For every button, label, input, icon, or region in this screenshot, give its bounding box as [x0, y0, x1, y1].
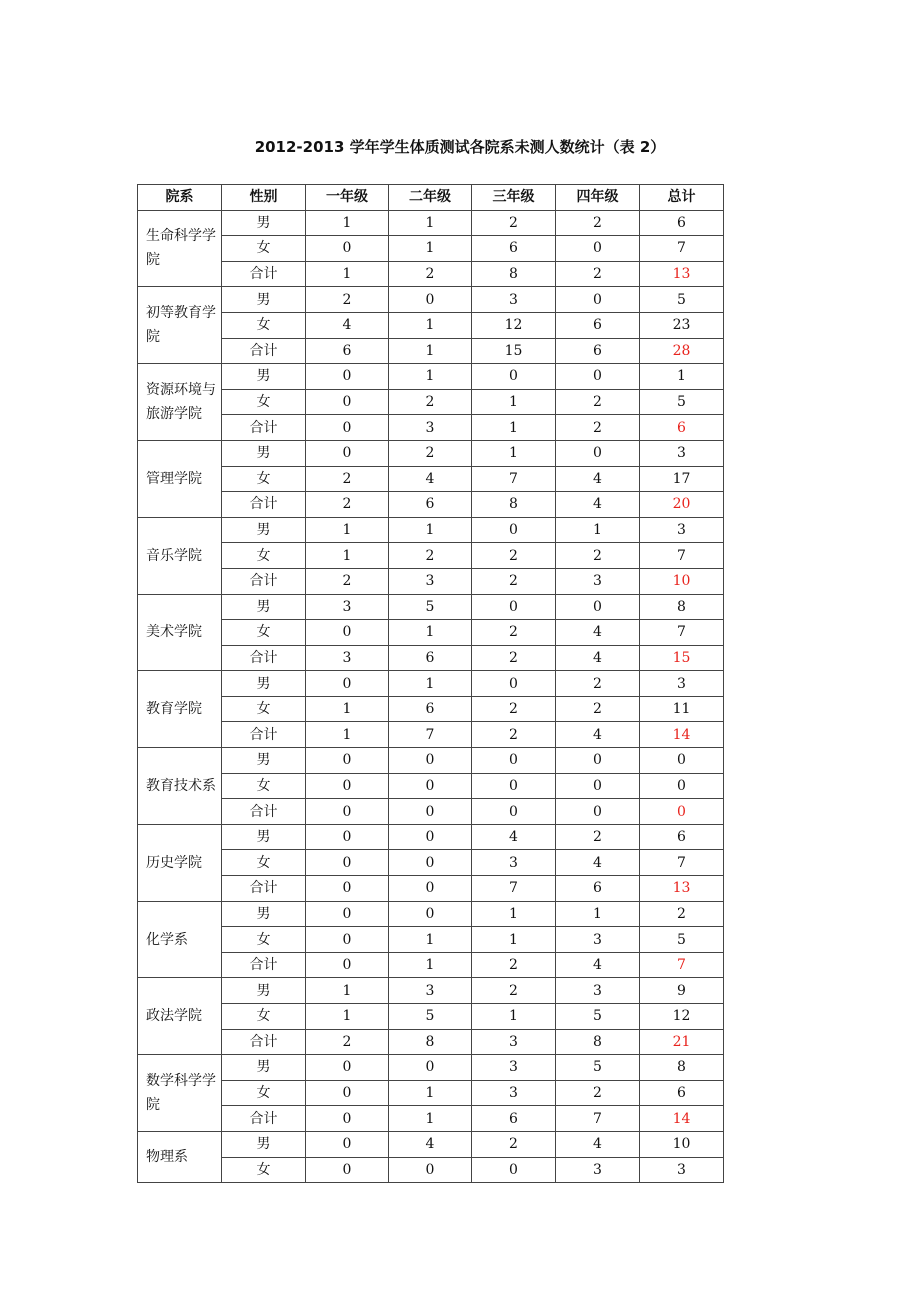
- grade-3-cell: 1: [472, 415, 556, 441]
- table-row: [138, 645, 724, 671]
- grade-1-cell: 0: [306, 671, 389, 697]
- table-row: [138, 799, 724, 825]
- table-row: [138, 312, 724, 338]
- gender-cell: 合计: [222, 1029, 306, 1055]
- grade-3-cell: 0: [472, 748, 556, 774]
- grade-4-cell: 4: [556, 1131, 640, 1157]
- department-name: 初等教育学院: [138, 287, 222, 364]
- grade-2-cell: 0: [389, 850, 472, 876]
- total-cell: 6: [640, 415, 724, 441]
- total-cell: 17: [640, 466, 724, 492]
- grade-4-cell: 2: [556, 824, 640, 850]
- grade-3-cell: 6: [472, 1106, 556, 1132]
- table-row: [138, 748, 724, 774]
- grade-3-cell: 3: [472, 1055, 556, 1081]
- grade-4-cell: 8: [556, 1029, 640, 1055]
- grade-2-cell: 1: [389, 671, 472, 697]
- gender-cell: 男: [222, 287, 306, 313]
- grade-3-cell: 2: [472, 978, 556, 1004]
- table-row: [138, 696, 724, 722]
- table-header-row: [138, 185, 724, 211]
- total-cell: 13: [640, 876, 724, 902]
- total-cell: 0: [640, 748, 724, 774]
- total-cell: 6: [640, 210, 724, 236]
- table-row: [138, 338, 724, 364]
- table-row: [138, 927, 724, 953]
- grade-3-cell: 1: [472, 927, 556, 953]
- table-body: [138, 210, 724, 1183]
- grade-1-cell: 1: [306, 543, 389, 569]
- grade-3-cell: 0: [472, 517, 556, 543]
- grade-4-cell: 4: [556, 620, 640, 646]
- gender-cell: 女: [222, 773, 306, 799]
- grade-3-cell: 7: [472, 876, 556, 902]
- grade-4-cell: 5: [556, 1004, 640, 1030]
- department-name: 资源环境与旅游学院: [138, 364, 222, 441]
- grade-2-cell: 6: [389, 696, 472, 722]
- grade-4-cell: 4: [556, 850, 640, 876]
- gender-cell: 男: [222, 440, 306, 466]
- grade-1-cell: 0: [306, 901, 389, 927]
- header-total: 总计: [640, 185, 724, 211]
- grade-3-cell: 2: [472, 696, 556, 722]
- table-row: [138, 1055, 724, 1081]
- total-cell: 10: [640, 1131, 724, 1157]
- gender-cell: 女: [222, 1157, 306, 1183]
- total-cell: 5: [640, 389, 724, 415]
- table-row: [138, 620, 724, 646]
- grade-1-cell: 0: [306, 773, 389, 799]
- gender-cell: 合计: [222, 1106, 306, 1132]
- grade-3-cell: 2: [472, 952, 556, 978]
- gender-cell: 合计: [222, 799, 306, 825]
- total-cell: 5: [640, 927, 724, 953]
- gender-cell: 女: [222, 543, 306, 569]
- grade-4-cell: 2: [556, 671, 640, 697]
- table-row: [138, 1131, 724, 1157]
- grade-4-cell: 4: [556, 466, 640, 492]
- grade-4-cell: 2: [556, 1080, 640, 1106]
- grade-2-cell: 0: [389, 287, 472, 313]
- grade-3-cell: 2: [472, 568, 556, 594]
- grade-2-cell: 1: [389, 1080, 472, 1106]
- total-cell: 2: [640, 901, 724, 927]
- grade-3-cell: 7: [472, 466, 556, 492]
- grade-4-cell: 2: [556, 415, 640, 441]
- grade-2-cell: 1: [389, 1106, 472, 1132]
- grade-3-cell: 1: [472, 389, 556, 415]
- grade-2-cell: 0: [389, 799, 472, 825]
- grade-3-cell: 0: [472, 1157, 556, 1183]
- stats-table: [137, 184, 724, 1183]
- table-row: [138, 876, 724, 902]
- grade-2-cell: 0: [389, 1055, 472, 1081]
- grade-1-cell: 0: [306, 824, 389, 850]
- total-cell: 10: [640, 568, 724, 594]
- gender-cell: 男: [222, 901, 306, 927]
- total-cell: 12: [640, 1004, 724, 1030]
- grade-2-cell: 1: [389, 210, 472, 236]
- grade-1-cell: 2: [306, 287, 389, 313]
- grade-3-cell: 0: [472, 671, 556, 697]
- grade-1-cell: 6: [306, 338, 389, 364]
- gender-cell: 女: [222, 850, 306, 876]
- grade-4-cell: 4: [556, 645, 640, 671]
- grade-4-cell: 0: [556, 364, 640, 390]
- gender-cell: 女: [222, 236, 306, 262]
- grade-1-cell: 0: [306, 415, 389, 441]
- table-row: [138, 1157, 724, 1183]
- department-name: 历史学院: [138, 824, 222, 901]
- grade-3-cell: 4: [472, 824, 556, 850]
- grade-4-cell: 5: [556, 1055, 640, 1081]
- grade-4-cell: 2: [556, 543, 640, 569]
- table-row: [138, 1080, 724, 1106]
- total-cell: 6: [640, 1080, 724, 1106]
- total-cell: 0: [640, 799, 724, 825]
- total-cell: 8: [640, 1055, 724, 1081]
- grade-4-cell: 2: [556, 261, 640, 287]
- grade-4-cell: 3: [556, 978, 640, 1004]
- grade-1-cell: 1: [306, 978, 389, 1004]
- grade-3-cell: 2: [472, 543, 556, 569]
- grade-1-cell: 0: [306, 748, 389, 774]
- gender-cell: 男: [222, 824, 306, 850]
- grade-4-cell: 2: [556, 389, 640, 415]
- grade-2-cell: 1: [389, 236, 472, 262]
- grade-3-cell: 3: [472, 850, 556, 876]
- total-cell: 1: [640, 364, 724, 390]
- grade-3-cell: 3: [472, 1080, 556, 1106]
- total-cell: 23: [640, 312, 724, 338]
- total-cell: 14: [640, 1106, 724, 1132]
- department-name: 化学系: [138, 901, 222, 978]
- grade-3-cell: 3: [472, 1029, 556, 1055]
- grade-1-cell: 0: [306, 876, 389, 902]
- total-cell: 13: [640, 261, 724, 287]
- grade-1-cell: 2: [306, 492, 389, 518]
- gender-cell: 合计: [222, 261, 306, 287]
- grade-2-cell: 8: [389, 1029, 472, 1055]
- table-row: [138, 210, 724, 236]
- grade-2-cell: 3: [389, 568, 472, 594]
- gender-cell: 合计: [222, 645, 306, 671]
- gender-cell: 男: [222, 210, 306, 236]
- gender-cell: 女: [222, 312, 306, 338]
- grade-4-cell: 0: [556, 594, 640, 620]
- total-cell: 7: [640, 620, 724, 646]
- table-row: [138, 901, 724, 927]
- total-cell: 7: [640, 952, 724, 978]
- grade-1-cell: 1: [306, 517, 389, 543]
- total-cell: 14: [640, 722, 724, 748]
- table-row: [138, 824, 724, 850]
- department-name: 物理系: [138, 1131, 222, 1182]
- grade-2-cell: 7: [389, 722, 472, 748]
- grade-1-cell: 0: [306, 1106, 389, 1132]
- grade-1-cell: 0: [306, 236, 389, 262]
- grade-4-cell: 0: [556, 440, 640, 466]
- gender-cell: 女: [222, 927, 306, 953]
- grade-4-cell: 3: [556, 568, 640, 594]
- grade-1-cell: 0: [306, 1080, 389, 1106]
- table-row: [138, 850, 724, 876]
- total-cell: 3: [640, 1157, 724, 1183]
- total-cell: 0: [640, 773, 724, 799]
- table-row: [138, 568, 724, 594]
- table-row: [138, 1004, 724, 1030]
- gender-cell: 女: [222, 389, 306, 415]
- grade-2-cell: 1: [389, 338, 472, 364]
- grade-1-cell: 2: [306, 568, 389, 594]
- grade-3-cell: 2: [472, 645, 556, 671]
- table-row: [138, 261, 724, 287]
- grade-3-cell: 8: [472, 492, 556, 518]
- gender-cell: 男: [222, 1055, 306, 1081]
- table-row: [138, 466, 724, 492]
- department-name: 政法学院: [138, 978, 222, 1055]
- department-name: 教育学院: [138, 671, 222, 748]
- grade-4-cell: 0: [556, 236, 640, 262]
- gender-cell: 合计: [222, 492, 306, 518]
- header-grade-4: 四年级: [556, 185, 640, 211]
- grade-3-cell: 1: [472, 440, 556, 466]
- grade-3-cell: 2: [472, 620, 556, 646]
- gender-cell: 男: [222, 517, 306, 543]
- grade-3-cell: 2: [472, 722, 556, 748]
- total-cell: 7: [640, 543, 724, 569]
- grade-2-cell: 6: [389, 645, 472, 671]
- grade-4-cell: 0: [556, 287, 640, 313]
- grade-1-cell: 0: [306, 389, 389, 415]
- grade-4-cell: 4: [556, 952, 640, 978]
- grade-3-cell: 12: [472, 312, 556, 338]
- grade-1-cell: 0: [306, 1157, 389, 1183]
- department-name: 音乐学院: [138, 517, 222, 594]
- grade-3-cell: 0: [472, 773, 556, 799]
- header-department: 院系: [138, 185, 222, 211]
- grade-2-cell: 2: [389, 389, 472, 415]
- total-cell: 6: [640, 824, 724, 850]
- gender-cell: 男: [222, 978, 306, 1004]
- grade-3-cell: 2: [472, 1131, 556, 1157]
- grade-2-cell: 6: [389, 492, 472, 518]
- table-row: [138, 978, 724, 1004]
- grade-2-cell: 2: [389, 261, 472, 287]
- grade-4-cell: 6: [556, 338, 640, 364]
- gender-cell: 女: [222, 696, 306, 722]
- gender-cell: 女: [222, 1004, 306, 1030]
- grade-3-cell: 8: [472, 261, 556, 287]
- gender-cell: 合计: [222, 722, 306, 748]
- grade-3-cell: 6: [472, 236, 556, 262]
- grade-3-cell: 15: [472, 338, 556, 364]
- grade-1-cell: 1: [306, 722, 389, 748]
- gender-cell: 男: [222, 671, 306, 697]
- grade-3-cell: 1: [472, 1004, 556, 1030]
- table-row: [138, 389, 724, 415]
- header-grade-1: 一年级: [306, 185, 389, 211]
- grade-1-cell: 0: [306, 952, 389, 978]
- grade-2-cell: 4: [389, 466, 472, 492]
- grade-2-cell: 3: [389, 415, 472, 441]
- table-row: [138, 952, 724, 978]
- total-cell: 5: [640, 287, 724, 313]
- grade-1-cell: 0: [306, 799, 389, 825]
- grade-2-cell: 5: [389, 1004, 472, 1030]
- table-row: [138, 415, 724, 441]
- grade-1-cell: 0: [306, 1131, 389, 1157]
- table-row: [138, 440, 724, 466]
- grade-2-cell: 0: [389, 1157, 472, 1183]
- grade-4-cell: 2: [556, 210, 640, 236]
- table-row: [138, 594, 724, 620]
- department-name: 管理学院: [138, 440, 222, 517]
- grade-2-cell: 0: [389, 824, 472, 850]
- total-cell: 9: [640, 978, 724, 1004]
- total-cell: 7: [640, 850, 724, 876]
- grade-1-cell: 0: [306, 850, 389, 876]
- department-name: 教育技术系: [138, 748, 222, 825]
- grade-1-cell: 2: [306, 1029, 389, 1055]
- grade-2-cell: 1: [389, 952, 472, 978]
- table-row: [138, 364, 724, 390]
- total-cell: 3: [640, 440, 724, 466]
- grade-4-cell: 4: [556, 492, 640, 518]
- table-row: [138, 517, 724, 543]
- total-cell: 21: [640, 1029, 724, 1055]
- grade-4-cell: 1: [556, 901, 640, 927]
- grade-1-cell: 1: [306, 261, 389, 287]
- grade-1-cell: 4: [306, 312, 389, 338]
- total-cell: 15: [640, 645, 724, 671]
- total-cell: 20: [640, 492, 724, 518]
- gender-cell: 合计: [222, 415, 306, 441]
- grade-3-cell: 0: [472, 799, 556, 825]
- grade-2-cell: 2: [389, 440, 472, 466]
- grade-3-cell: 1: [472, 901, 556, 927]
- total-cell: 11: [640, 696, 724, 722]
- grade-4-cell: 3: [556, 927, 640, 953]
- grade-2-cell: 2: [389, 543, 472, 569]
- grade-3-cell: 2: [472, 210, 556, 236]
- grade-1-cell: 0: [306, 1055, 389, 1081]
- gender-cell: 男: [222, 1131, 306, 1157]
- department-name: 生命科学学院: [138, 210, 222, 287]
- grade-3-cell: 0: [472, 594, 556, 620]
- department-name: 美术学院: [138, 594, 222, 671]
- grade-1-cell: 0: [306, 620, 389, 646]
- grade-1-cell: 1: [306, 1004, 389, 1030]
- grade-1-cell: 3: [306, 594, 389, 620]
- grade-4-cell: 0: [556, 748, 640, 774]
- grade-4-cell: 3: [556, 1157, 640, 1183]
- total-cell: 7: [640, 236, 724, 262]
- grade-4-cell: 1: [556, 517, 640, 543]
- grade-1-cell: 0: [306, 440, 389, 466]
- grade-1-cell: 0: [306, 927, 389, 953]
- department-name: 数学科学学院: [138, 1055, 222, 1132]
- gender-cell: 合计: [222, 568, 306, 594]
- grade-3-cell: 3: [472, 287, 556, 313]
- grade-1-cell: 1: [306, 696, 389, 722]
- table-row: [138, 773, 724, 799]
- grade-1-cell: 1: [306, 210, 389, 236]
- total-cell: 28: [640, 338, 724, 364]
- grade-2-cell: 0: [389, 876, 472, 902]
- table-row: [138, 1029, 724, 1055]
- header-grade-2: 二年级: [389, 185, 472, 211]
- gender-cell: 女: [222, 620, 306, 646]
- gender-cell: 男: [222, 594, 306, 620]
- total-cell: 3: [640, 517, 724, 543]
- grade-3-cell: 0: [472, 364, 556, 390]
- gender-cell: 男: [222, 364, 306, 390]
- grade-2-cell: 1: [389, 364, 472, 390]
- grade-1-cell: 0: [306, 364, 389, 390]
- total-cell: 8: [640, 594, 724, 620]
- table-row: [138, 671, 724, 697]
- table-row: [138, 287, 724, 313]
- grade-2-cell: 1: [389, 620, 472, 646]
- grade-2-cell: 1: [389, 517, 472, 543]
- grade-4-cell: 0: [556, 773, 640, 799]
- grade-2-cell: 0: [389, 748, 472, 774]
- grade-4-cell: 0: [556, 799, 640, 825]
- grade-1-cell: 3: [306, 645, 389, 671]
- gender-cell: 女: [222, 1080, 306, 1106]
- grade-2-cell: 1: [389, 312, 472, 338]
- table-row: [138, 1106, 724, 1132]
- grade-2-cell: 3: [389, 978, 472, 1004]
- grade-2-cell: 4: [389, 1131, 472, 1157]
- header-gender: 性别: [222, 185, 306, 211]
- page-title: 2012-2013 学年学生体质测试各院系未测人数统计（表 2）: [254, 138, 666, 156]
- table-row: [138, 722, 724, 748]
- gender-cell: 合计: [222, 876, 306, 902]
- grade-1-cell: 2: [306, 466, 389, 492]
- grade-2-cell: 1: [389, 927, 472, 953]
- grade-4-cell: 7: [556, 1106, 640, 1132]
- table-row: [138, 543, 724, 569]
- gender-cell: 合计: [222, 952, 306, 978]
- grade-4-cell: 6: [556, 312, 640, 338]
- grade-4-cell: 2: [556, 696, 640, 722]
- gender-cell: 男: [222, 748, 306, 774]
- table-row: [138, 236, 724, 262]
- gender-cell: 女: [222, 466, 306, 492]
- grade-2-cell: 0: [389, 773, 472, 799]
- grade-4-cell: 6: [556, 876, 640, 902]
- gender-cell: 合计: [222, 338, 306, 364]
- grade-4-cell: 4: [556, 722, 640, 748]
- header-grade-3: 三年级: [472, 185, 556, 211]
- table-row: [138, 492, 724, 518]
- total-cell: 3: [640, 671, 724, 697]
- grade-2-cell: 0: [389, 901, 472, 927]
- grade-2-cell: 5: [389, 594, 472, 620]
